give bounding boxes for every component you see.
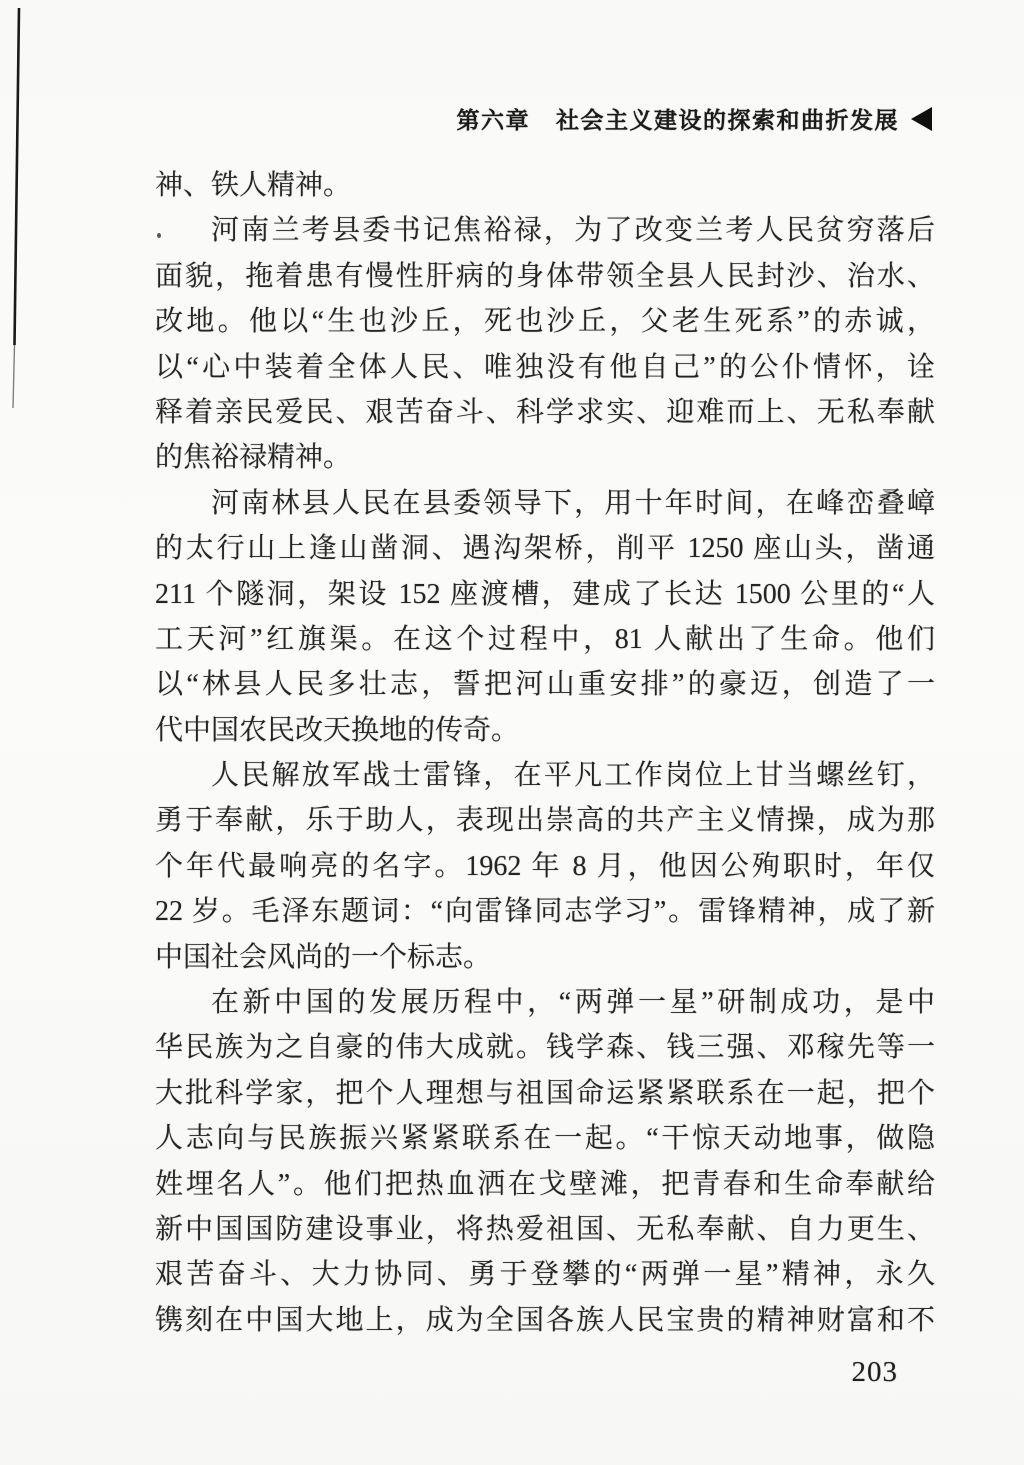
text-line: 以“心中装着全体人民、唯独没有他自己”的公仆情怀，诠 (155, 351, 935, 383)
text-line: 代中国农民改天换地的传奇。 (155, 714, 520, 746)
text-line: 的焦裕禄精神。 (155, 442, 352, 474)
text-line: 改地。他以“生也沙丘，死也沙丘，父老生死系”的赤诚， (155, 306, 935, 338)
text-line: 22 岁。毛泽东题词：“向雷锋同志学习”。雷锋精神，成了新 (155, 896, 935, 928)
text-line: 的太行山上逢山凿洞、遇沟架桥，削平 1250 座山头，凿通 (155, 533, 935, 565)
chapter-label: 第六章 (456, 107, 530, 133)
text-line: 河南兰考县委书记焦裕禄，为了改变兰考人民贫穷落后 (211, 215, 935, 247)
text-line: 人民解放军战士雷锋，在平凡工作岗位上甘当螺丝钉， (211, 760, 935, 792)
text-line: 新中国国防建设事业，将热爱祖国、无私奉献、自力更生、 (155, 1213, 935, 1245)
page-header (457, 102, 933, 135)
text-line: 艰苦奋斗、大力协同、勇于登攀的“两弹一星”精神，永久 (155, 1259, 935, 1291)
chapter-title: 社会主义建设的探索和曲折发展 (556, 107, 899, 133)
text-line: 工天河”红旗渠。在这个过程中，81 人献出了生命。他们 (155, 623, 935, 655)
text-line: 大批科学家，把个人理想与祖国命运紧紧联系在一起，把个 (155, 1077, 935, 1109)
text-line: 人志向与民族振兴紧紧联系在一起。“干惊天动地事，做隐 (155, 1123, 935, 1155)
text-line: 河南林县人民在县委领导下，用十年时间，在峰峦叠嶂 (211, 487, 935, 519)
text-line: 姓埋名人”。他们把热血洒在戈壁滩，把青春和生命奉献给 (155, 1168, 935, 1200)
page-number: 203 (851, 1356, 898, 1388)
text-line: 勇于奉献，乐于助人，表现出崇高的共产主义情操，成为那 (155, 805, 935, 837)
text-line: 中国社会风尚的一个标志。 (155, 941, 492, 973)
scan-artifact-line (0, 0, 40, 420)
text-line: 释着亲民爱民、艰苦奋斗、科学求实、迎难而上、无私奉献 (155, 396, 935, 428)
left-triangle-icon (911, 107, 932, 131)
text-line: 211 个隧洞，架设 152 座渡槽，建成了长达 1500 公里的“人 (155, 578, 935, 610)
text-line: 在新中国的发展历程中，“两弹一星”研制成功，是中 (211, 987, 935, 1019)
text-line: 面貌，拖着患有慢性肝病的身体带领全县人民封沙、治水、 (155, 260, 935, 292)
text-line: 华民族为之自豪的伟大成就。钱学森、钱三强、邓稼先等一 (155, 1032, 935, 1064)
text-line: 神、铁人精神。 (155, 170, 352, 201)
text-line: 个年代最响亮的名字。1962 年 8 月，他因公殉职时，年仅 (155, 850, 935, 882)
text-block (155, 163, 935, 1343)
text-line: 镌刻在中国大地上，成为全国各族人民宝贵的精神财富和不 (155, 1304, 935, 1336)
text-line: 以“林县人民多壮志，誓把河山重安排”的豪迈，创造了一 (155, 669, 935, 701)
